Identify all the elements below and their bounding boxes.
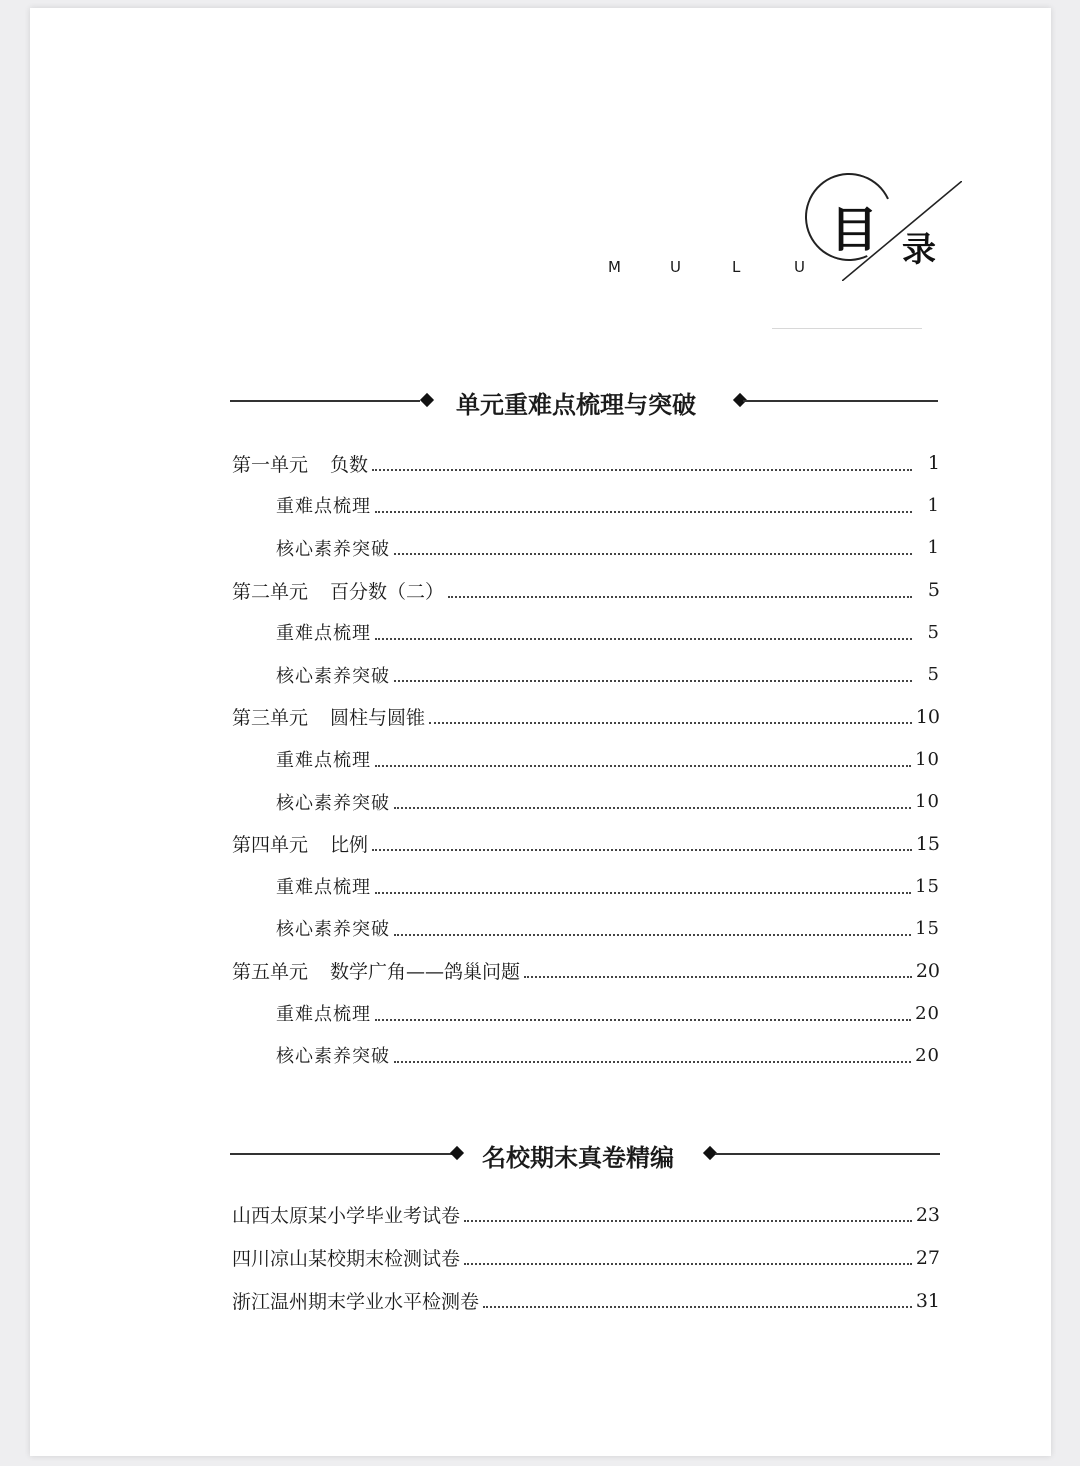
page-number: 1 <box>927 537 940 559</box>
unit-topic: 负数 <box>330 453 369 476</box>
unit-topic: 圆柱与圆锥 <box>330 707 426 730</box>
leader-dots <box>464 1262 912 1265</box>
unit-name: 第二单元 <box>232 580 309 603</box>
leader-dots <box>394 1060 911 1063</box>
sub-label: 核心素养突破 <box>276 665 390 687</box>
toc-entry-sub[interactable] <box>232 738 940 780</box>
exam-label: 山西太原某小学毕业考试卷 <box>232 1205 461 1227</box>
toc-title-block <box>30 8 1051 328</box>
page-number: 10 <box>915 791 940 813</box>
exam-label: 四川凉山某校期末检测试卷 <box>232 1248 461 1270</box>
leader-dots <box>394 552 912 555</box>
unit-name: 第四单元 <box>232 834 309 857</box>
page-number: 5 <box>927 664 940 686</box>
sub-label: 核心素养突破 <box>276 1046 390 1068</box>
toc-entry-sub[interactable] <box>232 527 940 569</box>
page-number: 1 <box>927 494 940 516</box>
unit-topic: 数学广角——鸽巢问题 <box>330 961 521 984</box>
section-rule-left <box>230 400 420 402</box>
leader-dots <box>394 806 911 809</box>
toc-entry-sub[interactable] <box>232 1034 940 1076</box>
pinyin-letter: L <box>732 258 741 276</box>
page-number: 10 <box>915 748 940 770</box>
toc-units-list <box>232 442 940 1076</box>
page-number: 5 <box>927 621 940 643</box>
leader-dots <box>464 1219 912 1222</box>
title-char-mu: 目 <box>830 202 879 258</box>
toc-entry-unit[interactable] <box>232 569 940 611</box>
toc-entry-sub[interactable] <box>232 780 940 822</box>
sub-label: 核心素养突破 <box>276 919 390 941</box>
diamond-icon <box>420 393 434 407</box>
section-rule-right <box>715 1153 940 1155</box>
section-rule-left <box>230 1153 452 1155</box>
unit-name: 第三单元 <box>232 707 309 730</box>
leader-dots <box>394 933 911 936</box>
toc-entry-sub[interactable] <box>232 653 940 695</box>
page-number: 27 <box>915 1246 940 1269</box>
section-header-units <box>230 385 938 419</box>
sub-label: 重难点梳理 <box>276 877 371 899</box>
leader-dots <box>372 848 912 851</box>
toc-entry-unit[interactable] <box>232 823 940 865</box>
leader-dots <box>375 1018 911 1021</box>
unit-topic: 百分数（二） <box>330 580 445 603</box>
leader-dots <box>372 468 912 471</box>
page-number: 31 <box>915 1289 940 1312</box>
sub-label: 核心素养突破 <box>276 792 390 814</box>
leader-dots <box>394 679 912 682</box>
page-number: 15 <box>915 917 940 939</box>
page-number: 5 <box>927 579 940 602</box>
toc-entry-sub[interactable] <box>232 907 940 949</box>
unit-topic: 比例 <box>330 834 369 857</box>
section-header-exams <box>230 1138 938 1172</box>
pinyin-letter: M <box>608 258 621 276</box>
exam-label: 浙江温州期末学业水平检测卷 <box>232 1291 480 1313</box>
leader-dots <box>375 510 912 513</box>
toc-entry-sub[interactable] <box>232 611 940 653</box>
toc-entry-sub[interactable] <box>232 484 940 526</box>
toc-entry-exam[interactable] <box>232 1193 940 1236</box>
page-number: 20 <box>915 1002 940 1024</box>
section-rule-right <box>743 400 938 402</box>
leader-dots <box>524 975 912 978</box>
toc-entry-unit[interactable] <box>232 442 940 484</box>
leader-dots <box>448 595 912 598</box>
title-char-lu: 录 <box>902 230 936 270</box>
pinyin-letter: U <box>670 258 681 276</box>
document-page <box>30 8 1051 1456</box>
page-number: 10 <box>915 705 940 728</box>
page-number: 15 <box>915 875 940 897</box>
leader-dots <box>483 1305 912 1308</box>
diamond-icon <box>450 1146 464 1160</box>
page-number: 1 <box>927 452 940 475</box>
leader-dots <box>375 637 912 640</box>
toc-entry-exam[interactable] <box>232 1236 940 1279</box>
pinyin-letter: U <box>794 258 805 276</box>
sub-label: 核心素养突破 <box>276 538 390 560</box>
sub-label: 重难点梳理 <box>276 496 371 518</box>
divider <box>772 328 922 329</box>
leader-dots <box>375 891 911 894</box>
sub-label: 重难点梳理 <box>276 1004 371 1025</box>
toc-entry-unit[interactable] <box>232 696 940 738</box>
toc-entry-sub[interactable] <box>232 865 940 907</box>
section-title: 名校期末真卷精编 <box>482 1144 674 1172</box>
unit-name: 第五单元 <box>232 961 309 984</box>
leader-dots <box>375 764 911 767</box>
sub-label: 重难点梳理 <box>276 623 371 645</box>
section-title: 单元重难点梳理与突破 <box>456 391 696 419</box>
sub-label: 重难点梳理 <box>276 750 371 772</box>
unit-name: 第一单元 <box>232 453 309 476</box>
title-pinyin <box>608 258 856 276</box>
page-number: 23 <box>915 1203 940 1226</box>
toc-entry-exam[interactable] <box>232 1279 940 1322</box>
leader-dots <box>429 721 912 724</box>
page-number: 20 <box>915 959 940 982</box>
toc-entry-sub[interactable] <box>232 992 940 1034</box>
toc-entry-unit[interactable] <box>232 950 940 992</box>
page-number: 15 <box>915 832 940 855</box>
page-number: 20 <box>915 1044 940 1066</box>
toc-exams-list <box>232 1193 940 1322</box>
